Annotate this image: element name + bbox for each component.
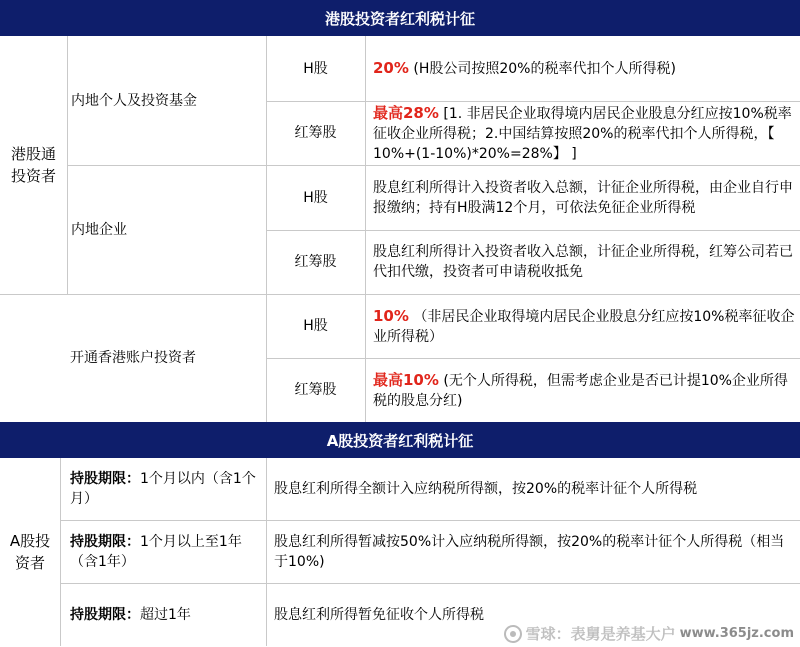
hk-red-chip-desc — [365, 101, 800, 165]
period-label: 持股期限： — [70, 471, 140, 487]
tax-desc: （非居民企业取得境内居民企业股息分红应按10%税率征收企业所得税） — [373, 308, 795, 345]
a-period-short — [60, 458, 266, 520]
hk-h-share-desc — [365, 294, 800, 358]
hk-h-share-desc — [365, 36, 800, 101]
tax-desc: 股息红利所得计入投资者收入总额，计征企业所得税，由企业自行申报缴纳；持有H股满12个月，可依法免征企业所得税 — [373, 179, 793, 216]
hk-category-hk-account: 开通香港账户投资者 — [70, 350, 196, 366]
a-tax-desc: 股息红利所得暂免征收个人所得税 — [274, 606, 484, 623]
tax-rate-highlight: 最高28% — [373, 103, 439, 122]
a-period-medium — [60, 520, 266, 583]
hk-red-chip-label: 红筹股 — [294, 125, 337, 141]
watermark-text: 雪球：表舅是养基大户 — [525, 625, 676, 643]
watermark-url: www.365jz.com — [679, 626, 794, 641]
hk-investor-group: 港股通 投资者 — [10, 145, 56, 185]
period-label: 持股期限： — [70, 533, 140, 550]
tax-desc: (H股公司按照20%的税率代扣个人所得税) — [408, 61, 676, 77]
hk-red-chip-label: 红筹股 — [294, 382, 337, 398]
hk-red-chip-label: 红筹股 — [294, 254, 337, 270]
snowball-logo-icon — [504, 625, 522, 643]
a-period-long — [60, 583, 266, 646]
hk-h-share-desc — [365, 165, 800, 230]
hk-red-chip-desc — [365, 358, 800, 422]
a-section-title: A股投资者红利税计征 — [326, 431, 474, 450]
tax-rate-highlight: 10% — [373, 306, 409, 325]
period-value: 1个月以内（含1个月） — [70, 471, 256, 507]
hk-h-share-label: H股 — [303, 189, 328, 206]
tax-desc: (无个人所得税，但需考虑企业是否已计提10%企业所得税的股息分红) — [373, 372, 788, 409]
tax-rate-highlight: 20% — [373, 59, 409, 77]
watermark — [504, 623, 794, 644]
tax-rate-highlight: 最高10% — [373, 370, 439, 389]
tax-desc: [1. 非居民企业取得境内居民企业股息分红应按10%税率征收企业所得税；2.中国结算按照20%的税率代扣个人所得税，【 10%+(1-10%)*20%=28%】 ] — [373, 105, 792, 162]
hk-h-share-label: H股 — [303, 318, 328, 334]
hk-h-share-label: H股 — [303, 60, 328, 77]
hk-section-title: 港股投资者红利税计征 — [324, 9, 475, 28]
period-value: 超过1年 — [140, 606, 191, 623]
period-value: 1个月以上至1年（含1年） — [70, 533, 242, 570]
a-section-header — [0, 422, 800, 458]
hk-category-individual: 内地个人及投资基金 — [71, 92, 197, 109]
period-label: 持股期限： — [70, 606, 140, 623]
hk-red-chip-desc — [365, 230, 800, 294]
hk-category-enterprise: 内地企业 — [71, 221, 127, 238]
a-tax-desc: 股息红利所得全额计入应纳税所得额，按20%的税率计征个人所得税 — [274, 481, 698, 497]
hk-section-header — [0, 0, 800, 36]
a-investor-group: A股投 资者 — [9, 532, 51, 572]
a-tax-desc: 股息红利所得暂减按50%计入应纳税所得额，按20%的税率计征个人所得税（相当于10%) — [274, 533, 785, 570]
tax-desc: 股息红利所得计入投资者收入总额，计征企业所得税，红筹公司若已代扣代缴，投资者可申请税收抵免 — [373, 244, 793, 280]
